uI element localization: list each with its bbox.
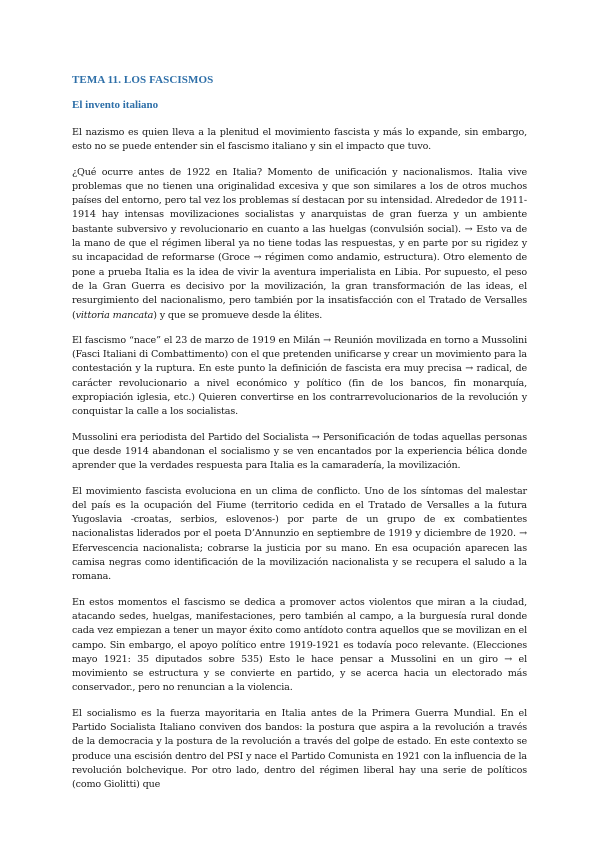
italic-term: vittoria mancata xyxy=(75,309,154,321)
document-title: TEMA 11. LOS FASCISMOS xyxy=(72,74,214,86)
paragraph: El nazismo es quien lleva a la plenitud el movimiento fascista y más lo expande, sin embargo, esto no se puede entender sin el fascismo italiano y sin el impacto que tuvo. xyxy=(72,127,527,153)
paragraph: El fascismo “nace” el 23 de marzo de 1919 en Milán → Reunión movilizada en torno a Mussolini (Fasci Italiani di Combattimento) con el que pretenden unificarse y crear un movimiento para la contestación y la ruptura. En este punto la definición de fascista era muy precisa → radical, de carácter revolucionario a nivel económico y político (fin de los bancos, fin monarquía, expropiación iglesia, etc.) Quieren convertirse en los contrarrevolucionarios de la revolución y conquistar la calle a los socialistas. xyxy=(72,334,527,418)
paragraph: El socialismo es la fuerza mayoritaria en Italia antes de la Primera Guerra Mundial. En el Partido Socialista Italiano conviven dos bandos: la postura que aspira a la revolución a través de la democracia y la postura de la revolución a través del golpe de estado. En este contexto se produce una escisión dentro del PSI y nace el Partido Comunista en 1921 con la influencia de la revolución bolchevique. Por otro lado, dentro del régimen liberal hay una serie de políticos (como Giolitti) que xyxy=(72,707,527,791)
paragraph: Mussolini era periodista del Partido del Socialista → Personificación de todas aquellas personas que desde 1914 abandonan el socialismo y se ven encantados por la experiencia bélica donde aprender que la verdades respuesta para Italia es la camaradería, la movilización. xyxy=(72,431,527,472)
paragraph: ¿Qué ocurre antes de 1922 en Italia? Momento de unificación y nacionalismos. Italia vive problemas que no tienen una originalidad excesiva y que son similares a los de otros muchos países del entorno, pero tal vez los problemas sí destacan por su intensidad. Alrededor de 1911-1914 hay intensas movilizaciones socialistas y anarquistas de gran fuerza y un ambiente bastante subversivo y revolucionario en cuanto a las huelgas (convulsión social). → Esto va de la mano de que el régimen liberal ya no tiene todas las respuestas, y en parte por su rigidez y su incapacidad de reformarse (Groce → régimen como andamio, estructura). Otro elemento de pone a prueba Italia es la idea de vivir la aventura imperialista en Libia. Por supuesto, el peso de la Gran Guerra es decisivo por la movilización, la gran transformación de las ideas, el resurgimiento del nacionalismo, pero también por la insatisfacción con el Tratado de Versalles (vittoria mancata) y que se promueve desde la élites. xyxy=(72,166,527,321)
section-heading: El invento italiano xyxy=(72,99,159,111)
paragraph: En estos momentos el fascismo se dedica a promover actos violentos que miran a la ciudad, atacando sedes, huelgas, manifestaciones, pero también al campo, a la burguesía rural donde cada vez empiezan a tener un mayor éxito como antídoto contra aquellos que se movilizan en el campo. Sin embargo, el apoyo político entre 1919-1921 es todavía poco relevante. (Elecciones mayo 1921: 35 diputados sobre 535) Esto le hace pensar a Mussolini en un giro → el movimiento se estructura y se convierte en partido, y se acerca hacia un electorado más conservador., pero no renuncian a la violencia. xyxy=(72,596,527,694)
document-body xyxy=(72,126,527,803)
paragraph: El movimiento fascista evoluciona en un clima de conflicto. Uno de los síntomas del malestar del país es la ocupación del Fiume (territorio cedida en el Tratado de Versalles a la futura Yugoslavia -croatas, serbios, eslovenos-) por parte de un grupo de ex combatientes nacionalistas liderados por el poeta D’Annunzio en septiembre de 1919 y diciembre de 1920. → Efervescencia nacionalista; cobrarse la justicia por su mano. En esa ocupación aparecen las camisa negras como identificación de la movilización nacionalista y se recupera el saludo a la romana. xyxy=(72,485,527,583)
